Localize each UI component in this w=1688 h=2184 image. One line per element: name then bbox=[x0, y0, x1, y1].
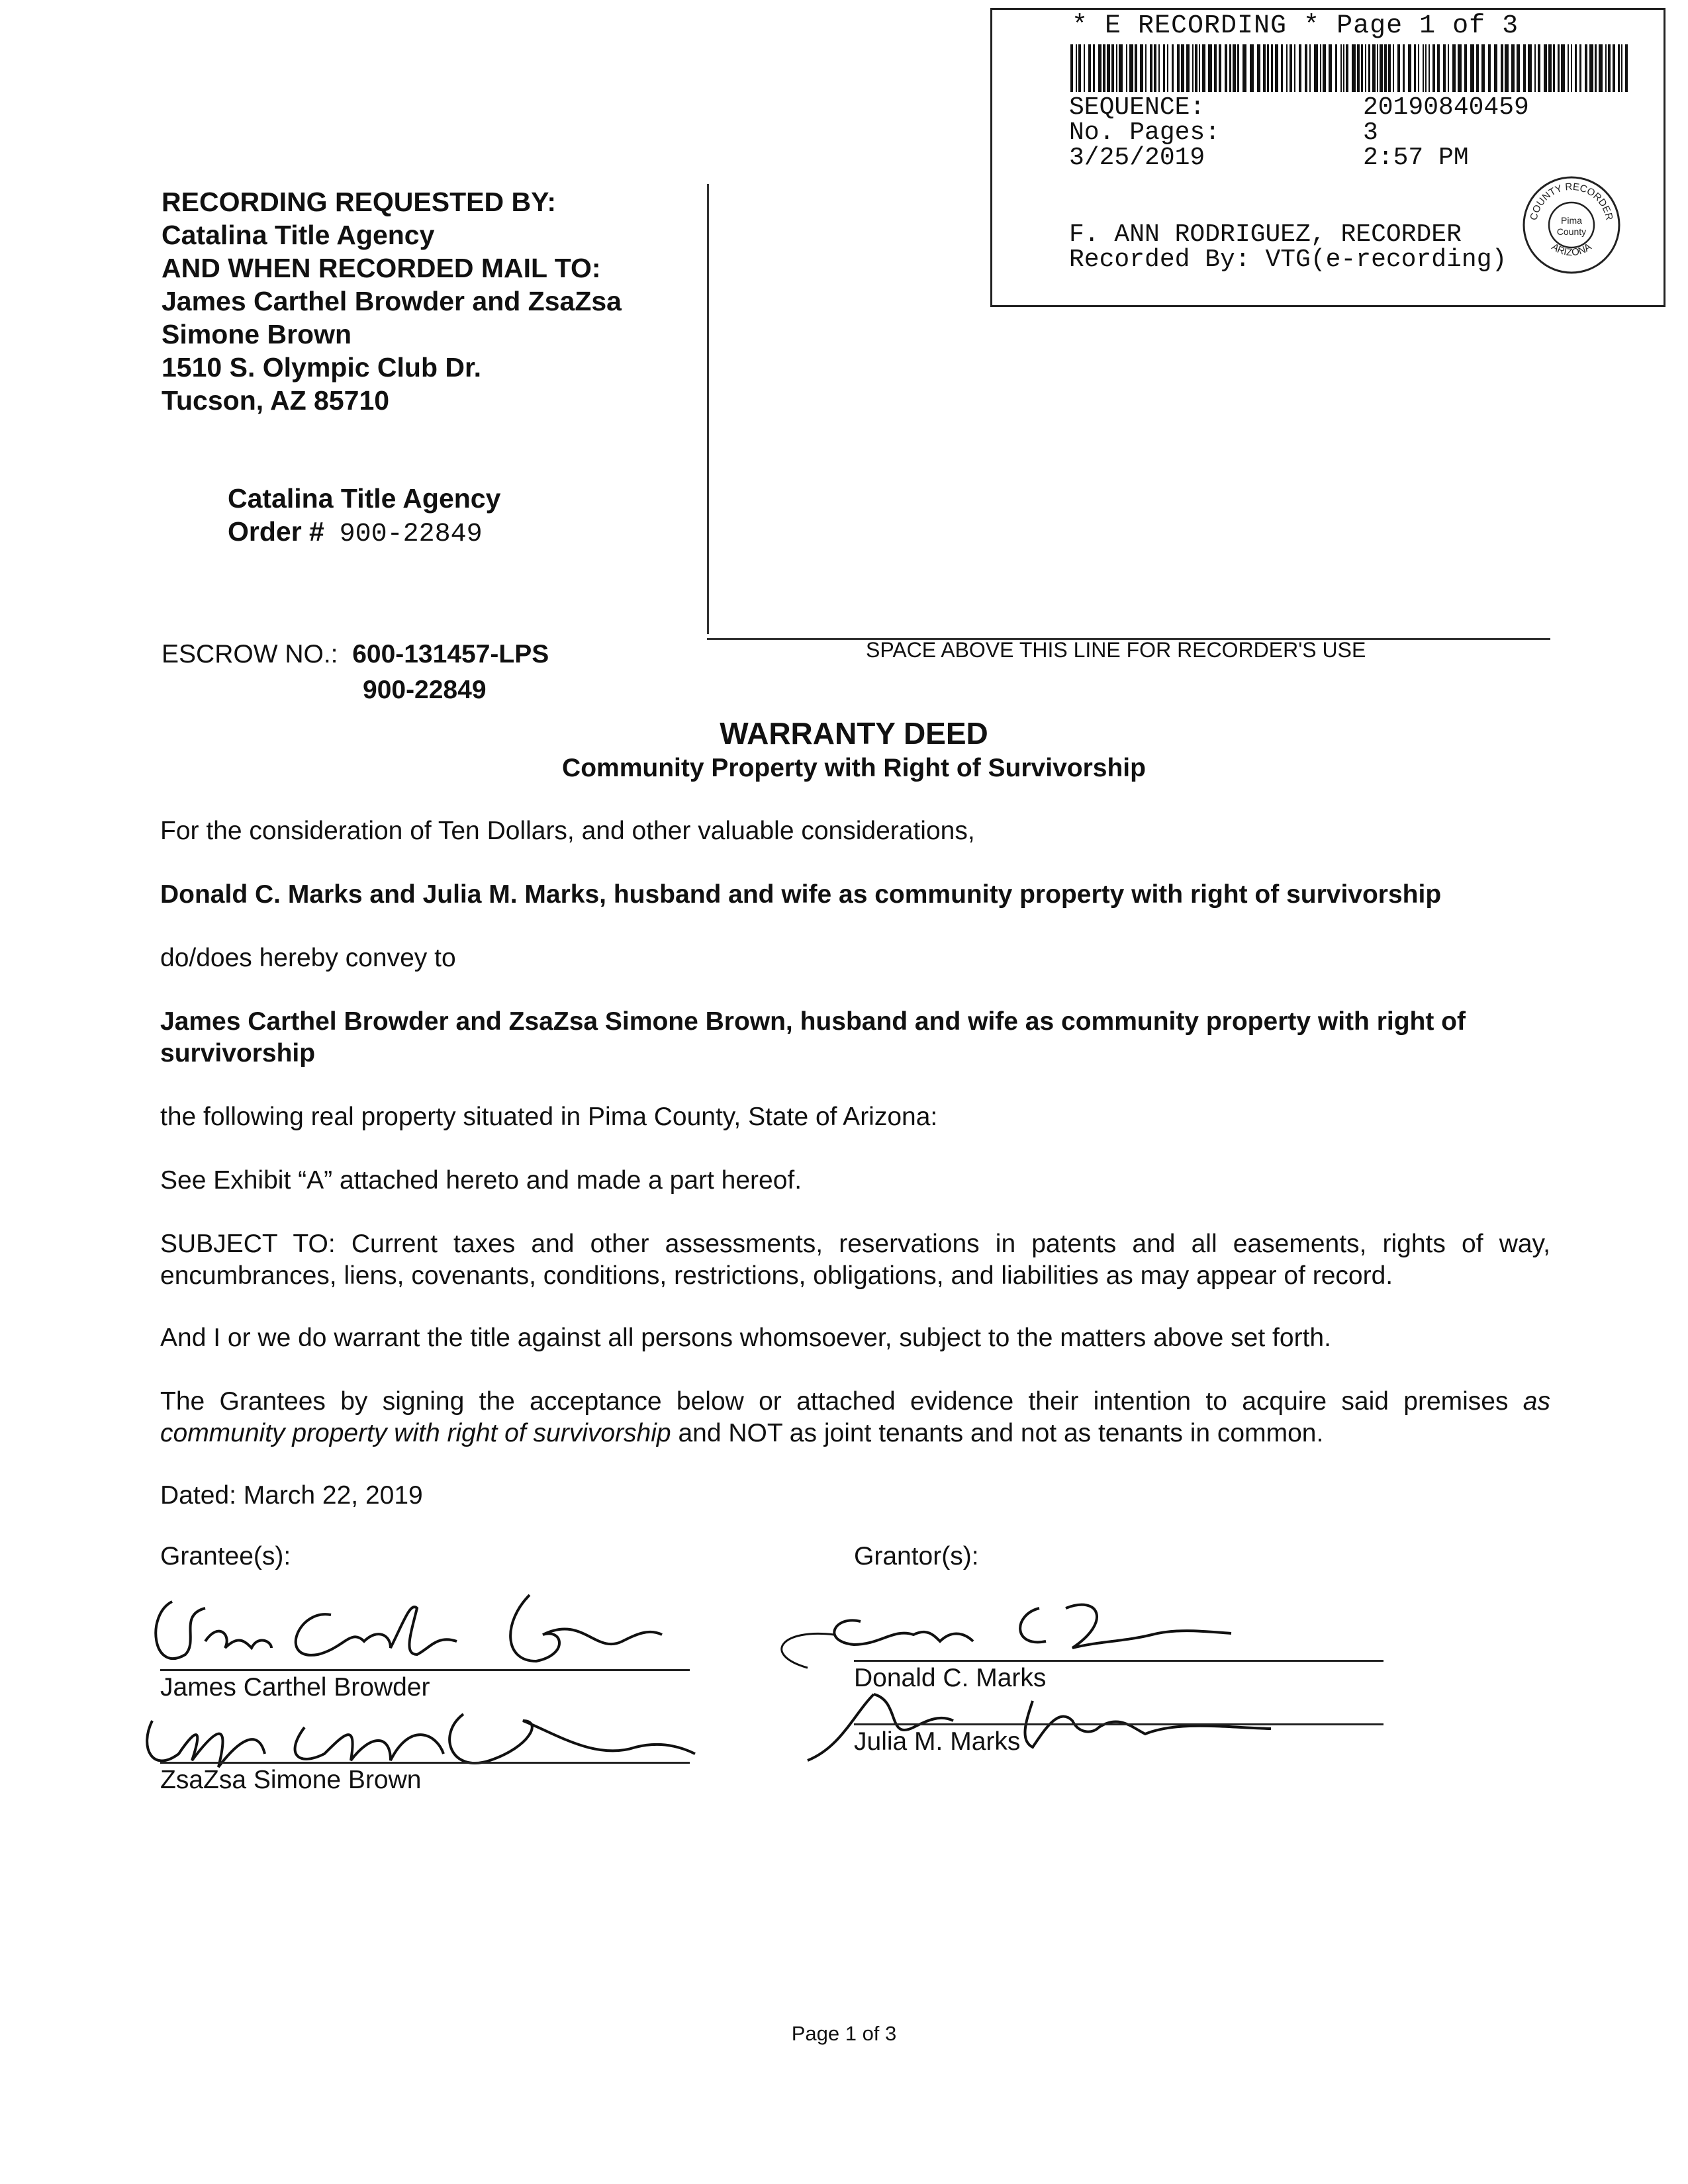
sequence-value: 20190840459 bbox=[1363, 93, 1529, 122]
barcode bbox=[1070, 44, 1633, 92]
barcode-bar bbox=[1267, 44, 1269, 92]
order-number: 900-22849 bbox=[339, 520, 483, 549]
barcode-bar bbox=[1423, 44, 1424, 92]
recording-date: 3/25/2019 bbox=[1069, 144, 1205, 172]
sequence-label: SEQUENCE: bbox=[1069, 93, 1205, 122]
barcode-bar bbox=[1103, 44, 1105, 92]
barcode-bar bbox=[1561, 44, 1565, 92]
barcode-bar bbox=[1208, 44, 1212, 92]
barcode-bar bbox=[1202, 44, 1205, 92]
request-line-4: James Carthel Browder and ZsaZsa bbox=[162, 286, 622, 316]
barcode-bar bbox=[1377, 44, 1378, 92]
grantee1-name: James Carthel Browder bbox=[160, 1673, 430, 1702]
property-paragraph: the following real property situated in Pima County, State of Arizona: bbox=[160, 1103, 938, 1131]
request-line-5: Simone Brown bbox=[162, 319, 352, 349]
barcode-bar bbox=[1343, 44, 1344, 92]
barcode-bar bbox=[1320, 44, 1321, 92]
barcode-bar bbox=[1305, 44, 1307, 92]
pages-label: No. Pages: bbox=[1069, 118, 1221, 147]
barcode-bar bbox=[1084, 44, 1085, 92]
barcode-bar bbox=[1397, 44, 1400, 92]
barcode-bar bbox=[1403, 44, 1405, 92]
barcode-bar bbox=[1476, 44, 1479, 92]
barcode-bar bbox=[1076, 44, 1077, 92]
barcode-bar bbox=[1608, 44, 1611, 92]
barcode-bar bbox=[1195, 44, 1197, 92]
vertical-divider bbox=[707, 184, 709, 634]
barcode-bar bbox=[1589, 44, 1593, 92]
barcode-bar bbox=[1070, 44, 1073, 92]
barcode-bar bbox=[1129, 44, 1133, 92]
barcode-bar bbox=[1425, 44, 1427, 92]
grantee-label: Grantee(s): bbox=[160, 1542, 291, 1570]
grantees-intent-paragraph bbox=[160, 1386, 1550, 1449]
seal-center-line2: County bbox=[1556, 226, 1587, 237]
barcode-bar bbox=[1233, 44, 1236, 92]
barcode-bar bbox=[1111, 44, 1114, 92]
document-subtitle: Community Property with Right of Survivorship bbox=[562, 754, 1146, 782]
barcode-bar bbox=[1528, 44, 1532, 92]
grantor2-signature-line bbox=[854, 1723, 1383, 1725]
recording-header: * E RECORDING * Page 1 of 3 bbox=[1072, 11, 1519, 41]
barcode-bar bbox=[1488, 44, 1491, 92]
barcode-bar bbox=[1107, 44, 1110, 92]
barcode-bar bbox=[1618, 44, 1620, 92]
barcode-bar bbox=[1088, 44, 1091, 92]
grantees-paragraph: James Carthel Browder and ZsaZsa Simone Brown, husband and wife as community property with right of survivorship bbox=[160, 1007, 1466, 1068]
request-line-6: 1510 S. Olympic Club Dr. bbox=[162, 352, 482, 383]
document-title: WARRANTY DEED bbox=[720, 716, 988, 751]
barcode-bar bbox=[1275, 44, 1278, 92]
escrow-block bbox=[162, 637, 549, 708]
seal-bottom-text: ARIZONA bbox=[1549, 241, 1594, 259]
barcode-bar bbox=[1329, 44, 1332, 92]
barcode-bar bbox=[1544, 44, 1547, 92]
barcode-bar bbox=[1340, 44, 1342, 92]
barcode-bar bbox=[1437, 44, 1440, 92]
barcode-bar bbox=[1605, 44, 1607, 92]
order-block bbox=[228, 482, 500, 551]
barcode-bar bbox=[1286, 44, 1288, 92]
barcode-bar bbox=[1548, 44, 1552, 92]
barcode-bar bbox=[1116, 44, 1117, 92]
barcode-bar bbox=[1523, 44, 1526, 92]
barcode-bar bbox=[1335, 44, 1337, 92]
barcode-bar bbox=[1393, 44, 1394, 92]
grantee1-signature bbox=[132, 1575, 702, 1681]
subject-to-paragraph: SUBJECT TO: Current taxes and other assessments, reservations in patents and all easements, rights of way, encumbrances, liens, covenants, conditions, restrictions, obligations, and liabilities as may appear of record. bbox=[160, 1230, 1550, 1290]
recorder-space-note: SPACE ABOVE THIS LINE FOR RECORDER'S USE bbox=[866, 638, 1366, 662]
barcode-bar bbox=[1538, 44, 1540, 92]
barcode-bar bbox=[1294, 44, 1295, 92]
barcode-bar bbox=[1388, 44, 1391, 92]
intent-text-a: The Grantees by signing the acceptance below or attached evidence their intention to acquire said premises bbox=[160, 1387, 1509, 1416]
county-seal-icon bbox=[1522, 175, 1621, 275]
grantor2-name: Julia M. Marks bbox=[854, 1727, 1021, 1756]
barcode-bar bbox=[1163, 44, 1165, 92]
barcode-bar bbox=[1579, 44, 1581, 92]
barcode-bar bbox=[1271, 44, 1273, 92]
barcode-bar bbox=[1432, 44, 1435, 92]
barcode-bar bbox=[1243, 44, 1246, 92]
barcode-bar bbox=[1229, 44, 1231, 92]
barcode-bar bbox=[1384, 44, 1387, 92]
barcode-bar bbox=[1181, 44, 1184, 92]
barcode-bar bbox=[1534, 44, 1536, 92]
order-label: Order # bbox=[228, 516, 324, 547]
barcode-bar bbox=[1481, 44, 1485, 92]
barcode-bar bbox=[1093, 44, 1095, 92]
barcode-bar bbox=[1257, 44, 1260, 92]
barcode-bar bbox=[1299, 44, 1301, 92]
page-footer: Page 1 of 3 bbox=[791, 2022, 897, 2045]
barcode-bar bbox=[1126, 44, 1127, 92]
barcode-bar bbox=[1263, 44, 1266, 92]
exhibit-paragraph: See Exhibit “A” attached hereto and made a part hereof. bbox=[160, 1166, 802, 1195]
escrow-number-2: 900-22849 bbox=[363, 676, 487, 704]
barcode-bar bbox=[1158, 44, 1160, 92]
barcode-bar bbox=[1214, 44, 1217, 92]
barcode-bar bbox=[1517, 44, 1520, 92]
barcode-bar bbox=[1368, 44, 1370, 92]
barcode-bar bbox=[1372, 44, 1376, 92]
intent-text-b: as community property with right of survivorship bbox=[160, 1387, 1550, 1447]
grantor1-name: Donald C. Marks bbox=[854, 1664, 1047, 1692]
barcode-bar bbox=[1585, 44, 1587, 92]
barcode-bar bbox=[1429, 44, 1430, 92]
barcode-bar bbox=[1599, 44, 1603, 92]
barcode-bar bbox=[1352, 44, 1356, 92]
barcode-bar bbox=[1177, 44, 1180, 92]
barcode-bar bbox=[1167, 44, 1168, 92]
barcode-bar bbox=[1511, 44, 1515, 92]
grantors-paragraph: Donald C. Marks and Julia M. Marks, husband and wife as community property with right of survivorship bbox=[160, 880, 1442, 909]
barcode-bar bbox=[1571, 44, 1572, 92]
barcode-bar bbox=[1501, 44, 1503, 92]
recorded-by: Recorded By: VTG(e-recording) bbox=[1069, 246, 1507, 274]
grantee1-signature-line bbox=[160, 1669, 690, 1671]
barcode-bar bbox=[1470, 44, 1474, 92]
barcode-bar bbox=[1314, 44, 1318, 92]
escrow-label: ESCROW NO.: bbox=[162, 640, 338, 668]
barcode-bar bbox=[1458, 44, 1462, 92]
barcode-bar bbox=[1443, 44, 1446, 92]
dated-line: Dated: March 22, 2019 bbox=[160, 1481, 423, 1510]
barcode-bar bbox=[1575, 44, 1577, 92]
recorder-name: F. ANN RODRIGUEZ, RECORDER bbox=[1069, 220, 1462, 249]
barcode-bar bbox=[1098, 44, 1102, 92]
convey-paragraph: do/does hereby convey to bbox=[160, 944, 456, 972]
barcode-bar bbox=[1452, 44, 1456, 92]
barcode-bar bbox=[1494, 44, 1497, 92]
request-line-7: Tucson, AZ 85710 bbox=[162, 385, 390, 416]
barcode-bar bbox=[1505, 44, 1509, 92]
grantor-label: Grantor(s): bbox=[854, 1542, 979, 1570]
grantor1-signature-line bbox=[854, 1660, 1383, 1662]
escrow-number-1: 600-131457-LPS bbox=[352, 640, 549, 668]
barcode-bar bbox=[1464, 44, 1467, 92]
barcode-bar bbox=[1621, 44, 1622, 92]
barcode-bar bbox=[1119, 44, 1123, 92]
barcode-bar bbox=[1281, 44, 1283, 92]
barcode-bar bbox=[1595, 44, 1597, 92]
barcode-bar bbox=[1150, 44, 1152, 92]
barcode-bar bbox=[1250, 44, 1254, 92]
order-agency: Catalina Title Agency bbox=[228, 483, 501, 514]
recording-request-block bbox=[162, 185, 622, 417]
barcode-bar bbox=[1199, 44, 1200, 92]
barcode-bar bbox=[1225, 44, 1227, 92]
barcode-bar bbox=[1154, 44, 1156, 92]
grantee2-name: ZsaZsa Simone Brown bbox=[160, 1766, 422, 1794]
barcode-bar bbox=[1414, 44, 1416, 92]
barcode-bar bbox=[1346, 44, 1348, 92]
request-line-1: RECORDING REQUESTED BY: bbox=[162, 187, 557, 217]
barcode-bar bbox=[1357, 44, 1360, 92]
barcode-bar bbox=[1380, 44, 1383, 92]
barcode-bar bbox=[1568, 44, 1569, 92]
barcode-bar bbox=[1613, 44, 1615, 92]
seal-top-text: COUNTY RECORDER bbox=[1528, 181, 1615, 222]
request-line-2: Catalina Title Agency bbox=[162, 220, 435, 250]
barcode-bar bbox=[1558, 44, 1560, 92]
barcode-bar bbox=[1625, 44, 1628, 92]
barcode-bar bbox=[1323, 44, 1326, 92]
barcode-bar bbox=[1145, 44, 1147, 92]
barcode-bar bbox=[1140, 44, 1143, 92]
recording-time: 2:57 PM bbox=[1363, 144, 1469, 172]
intent-text-c: and NOT as joint tenants and not as tenants in common. bbox=[678, 1419, 1324, 1447]
barcode-bar bbox=[1237, 44, 1239, 92]
grantee2-signature-line bbox=[160, 1762, 690, 1764]
pages-value: 3 bbox=[1363, 118, 1378, 147]
warranty-paragraph: And I or we do warrant the title against all persons whomsoever, subject to the matters above set forth. bbox=[160, 1324, 1331, 1352]
barcode-bar bbox=[1365, 44, 1366, 92]
barcode-bar bbox=[1172, 44, 1174, 92]
request-line-3: AND WHEN RECORDED MAIL TO: bbox=[162, 253, 601, 283]
recorder-stamp-box bbox=[990, 8, 1665, 307]
seal-center-line1: Pima bbox=[1561, 215, 1582, 226]
barcode-bar bbox=[1192, 44, 1194, 92]
barcode-bar bbox=[1289, 44, 1292, 92]
barcode-bar bbox=[1553, 44, 1555, 92]
barcode-bar bbox=[1219, 44, 1221, 92]
barcode-bar bbox=[1418, 44, 1419, 92]
barcode-bar bbox=[1408, 44, 1411, 92]
barcode-bar bbox=[1078, 44, 1081, 92]
barcode-bar bbox=[1186, 44, 1190, 92]
barcode-bar bbox=[1448, 44, 1449, 92]
deed-title-block bbox=[0, 715, 1688, 785]
barcode-bar bbox=[1135, 44, 1137, 92]
barcode-bar bbox=[1309, 44, 1311, 92]
consideration-paragraph: For the consideration of Ten Dollars, and other valuable considerations, bbox=[160, 817, 975, 845]
barcode-bar bbox=[1361, 44, 1363, 92]
